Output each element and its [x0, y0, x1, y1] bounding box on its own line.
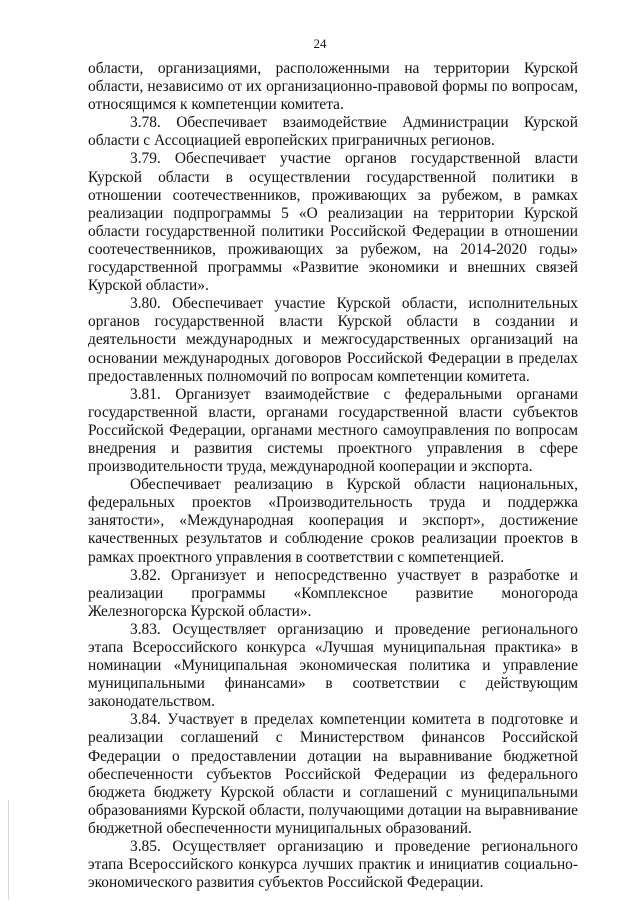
paragraph-3-84: 3.84. Участвует в пределах компетенции комитета в подготовке и реализации соглашений с Министерством финансов Российской Федерации о предоставлении дотации на выравнивание бюджетной обеспеченности субъектов Российской Федерации из федерального бюджета бюджету Курской области и соглашений с муниципальными образованиями Курской области, получающими дотации на выравнивание бюджетной обеспеченности муниципальных образований.: [88, 711, 578, 837]
paragraph-3-81: 3.81. Организует взаимодействие с федеральными органами государственной власти, органами государственной власти субъектов Российской Федерации, органами местного самоуправления по вопросам внедрения и развития системы проектного управления в сфере производительности труда, международной кооперации и экспорта.: [88, 385, 578, 476]
paragraph-continuation: области, организациями, расположенными на территории Курской области, независимо от их организационно-правовой формы по вопросам, относящимся к компетенции комитета.: [88, 60, 578, 114]
paragraph-3-81-continued: Обеспечивает реализацию в Курской области национальных, федеральных проектов «Производительность труда и поддержка занятости», «Международная кооперация и экспорт», достижение качественных результатов и соблюдение сроков реализации проектов в рамках проектного управления в соответствии с компетенцией.: [88, 476, 578, 566]
paragraph-3-85: 3.85. Осуществляет организацию и проведение регионального этапа Всероссийского конкурса лучших практик и инициатив социально-экономического развития субъектов Российской Федерации.: [88, 838, 578, 892]
document-body: [88, 60, 578, 892]
paragraph-3-83: 3.83. Осуществляет организацию и проведение регионального этапа Всероссийского конкурса «Лучшая муниципальная практика» в номинации «Муниципальная экономическая политика и управление муниципальными финансами» в соответствии с действующим законодательством.: [88, 620, 578, 711]
paragraph-3-80: 3.80. Обеспечивает участие Курской области, исполнительных органов государственной власти Курской области в создании и деятельности международных и межгосударственных организаций на основании международных договоров Российской Федерации в пределах предоставленных полномочий по вопросам компетенции комитета.: [88, 295, 578, 385]
paragraph-3-82: 3.82. Организует и непосредственно участвует в разработке и реализации программы «Комплексное развитие моногорода Железногорска Курской области».: [88, 566, 578, 620]
page-number: 24: [313, 36, 327, 51]
paragraph-3-78: 3.78. Обеспечивает взаимодействие Администрации Курской области с Ассоциацией европейских приграничных регионов.: [88, 114, 578, 150]
scan-edge-line: [8, 800, 9, 900]
paragraph-3-79: 3.79. Обеспечивает участие органов государственной власти Курской области в осуществлении государственной политики в отношении соотечественников, проживающих за рубежом, в рамках реализации подпрограммы 5 «О реализации на территории Курской области государственной политики Российской Федерации в отношении соотечественников, проживающих за рубежом, на 2014-2020 годы» государственной программы «Развитие экономики и внешних связей Курской области».: [88, 150, 578, 295]
